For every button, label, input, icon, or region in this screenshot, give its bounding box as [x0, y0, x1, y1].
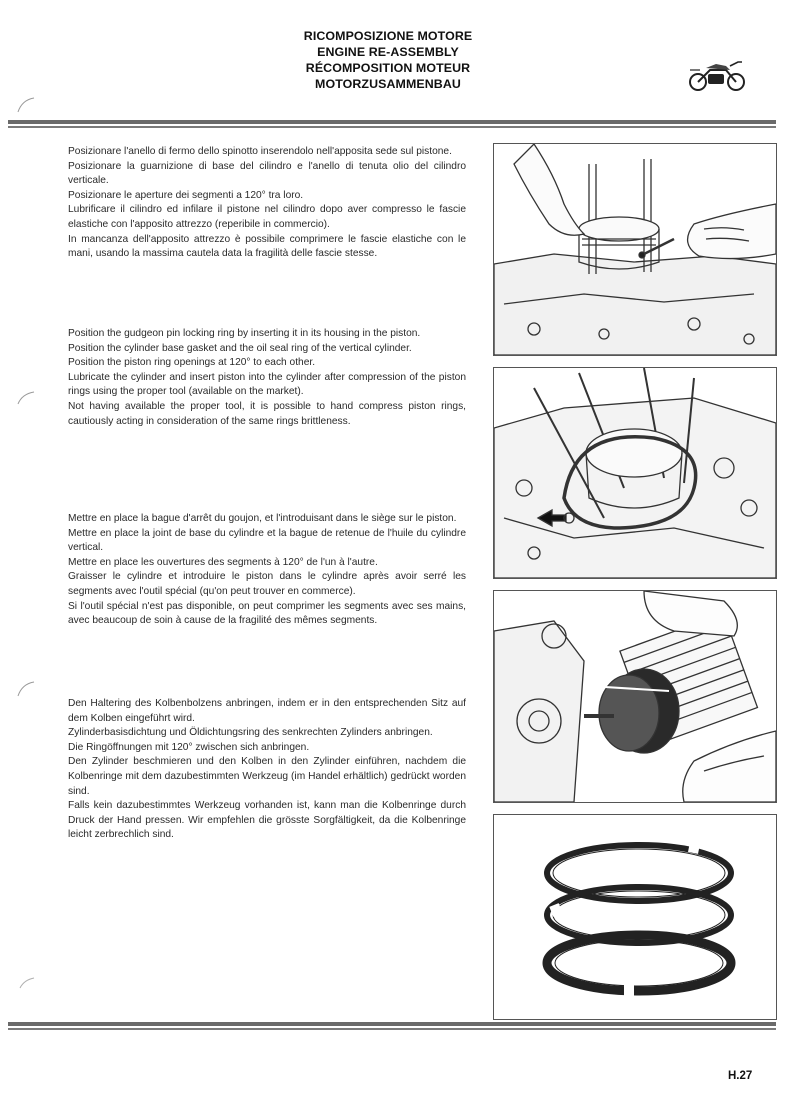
footer-rule — [8, 1022, 776, 1030]
title-german: MOTORZUSAMMENBAU — [315, 77, 461, 91]
paragraph: Zylinderbasisdichtung und Öldichtungsring des senkrechten Zylinders anbringen. — [68, 727, 433, 739]
cylinder-installation-illustration — [493, 590, 777, 803]
title-french: RÉCOMPOSITION MOTEUR — [305, 61, 471, 75]
header-rule — [8, 120, 776, 128]
paragraph: Mettre en place la joint de base du cylindre et la bague de retenue de l'huile du cylindre vertical. — [68, 527, 466, 554]
hands-inserting-pin-ring-illustration — [493, 143, 777, 356]
paragraph: Posizionare l'anello di fermo dello spinotto inserendolo nell'apposita sede sul pistone. — [68, 146, 452, 157]
paragraph: Not having available the proper tool, it is possible to hand compress piston rings, cautiously acting in consideration of the same rings brittleness. — [68, 400, 466, 427]
page-number: H.27 — [728, 1070, 753, 1082]
paragraph: Den Haltering des Kolbenbolzens anbringen, indem er in den entsprechenden Sitz auf dem Kolben eingeführt wird. — [68, 698, 466, 724]
paragraph: Posizionare le aperture dei segmenti a 120° tra loro. — [68, 189, 304, 201]
piston-rings-illustration — [493, 814, 777, 1020]
paragraph: Position the piston ring openings at 120° to each other. — [68, 357, 316, 369]
section-titles — [270, 28, 506, 92]
paragraph: Si l'outil spécial n'est pas disponible, on peut comprimer les segments avec ses mains, avec beaucoup de soin à cause de la fragilité des mêmes segments. — [68, 600, 466, 627]
paragraph: Mettre en place les ouvertures des segments à 120° de l'un à l'autre. — [68, 556, 378, 568]
paragraph: Position the gudgeon pin locking ring by inserting it in its housing in the piston. — [68, 328, 421, 339]
text-english — [68, 327, 466, 429]
text-italian — [68, 145, 466, 262]
paragraph: Falls kein dazubestimmtes Werkzeug vorhanden ist, kann man die Kolbenringe durch Druck der Hand pressen. Wir empfehlen die grösste Sorgfältigkeit, da die Kolbenringe leicht zerbrechlich sind. — [68, 800, 466, 841]
paragraph: Den Zylinder beschmieren und den Kolben in den Zylinder einführen, nachdem die Kolbenringe mit dem dazubestimmten Werkzeug (im Handel erhältlich) gedrückt worden sind. — [68, 756, 466, 797]
paragraph: Die Ringöffnungen mit 120° zwischen sich anbringen. — [68, 741, 310, 753]
title-italian: RICOMPOSIZIONE MOTORE — [303, 29, 473, 43]
title-english: ENGINE RE-ASSEMBLY — [317, 45, 459, 59]
paragraph: In mancanza dell'apposito attrezzo è possibile comprimere le fascie elastiche con le mani, usando la massima cautela data la fragilità delle fascie stesse. — [68, 233, 466, 260]
binder-hole-marks — [0, 0, 40, 1100]
text-french — [68, 512, 466, 629]
paragraph: Lubrificare il cilindro ed infilare il pistone nel cilindro dopo aver compresso le fascie elastiche con l'apposito attrezzo (reperibile in commercio). — [68, 204, 466, 230]
paragraph: Posizionare la guarnizione di base del cilindro e l'anello di tenuta olio del cilindro verticale. — [68, 160, 466, 187]
motorcycle-icon — [686, 56, 748, 94]
paragraph: Position the cylinder base gasket and the oil seal ring of the vertical cylinder. — [68, 342, 412, 354]
paragraph: Graisser le cylindre et introduire le piston dans le cylindre après avoir serré les segments avec l'outil spécial (qu'on peut trouver en commerce). — [68, 571, 466, 597]
cylinder-base-gasket-illustration — [493, 367, 777, 579]
text-german — [68, 697, 466, 843]
paragraph: Mettre en place la bague d'arrêt du goujon, et l'introduisant dans le siège sur le piston. — [68, 513, 457, 524]
paragraph: Lubricate the cylinder and insert piston into the cylinder after compression of the piston rings using the proper tool (available on the market). — [68, 371, 466, 398]
